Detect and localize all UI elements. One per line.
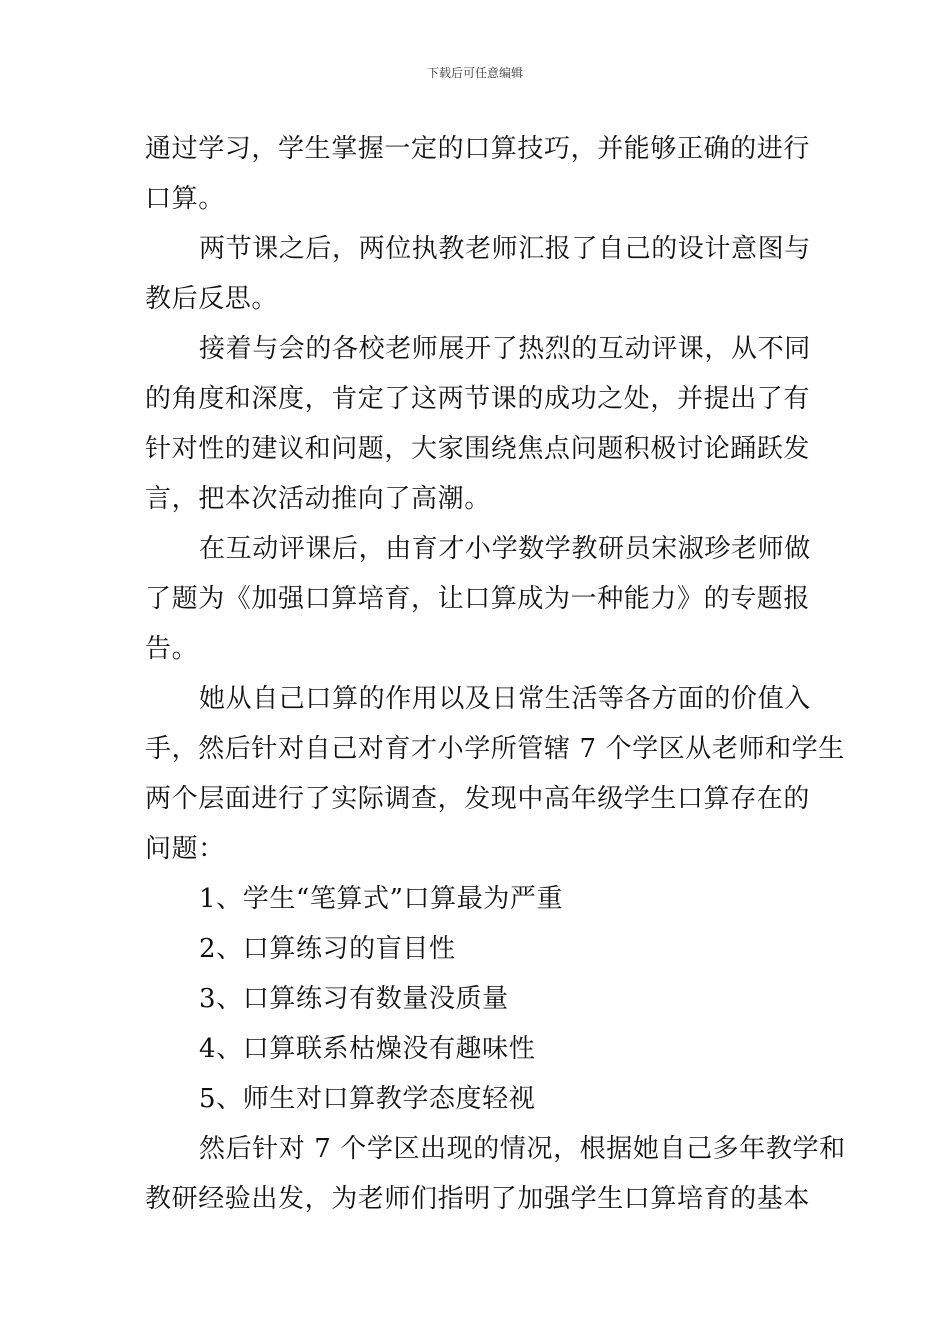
text-line: 通过学习，学生掌握一定的口算技巧，并能够正确的进行 [145,134,811,164]
text-line: 的角度和深度，肯定了这两节课的成功之处，并提出了有 [145,384,811,414]
text-line: 手，然后针对自己对育才小学所管辖 7 个学区从老师和学生 [145,734,845,764]
document-body [145,124,846,1224]
list-item: 1、学生“笔算式”口算最为严重 [199,884,564,914]
text-line: 了题为《加强口算培育，让口算成为一种能力》的专题报 [145,584,811,614]
list-item: 5、师生对口算教学态度轻视 [199,1084,536,1114]
text-line: 针对性的建议和问题，大家围绕焦点问题积极讨论踊跃发 [145,434,811,464]
text-line: 教研经验出发，为老师们指明了加强学生口算培育的基本 [145,1184,811,1214]
text-line: 问题： [145,834,225,864]
list-item: 2、口算练习的盲目性 [199,934,456,964]
text-line: 接着与会的各校老师展开了热烈的互动评课，从不同 [199,334,811,364]
list-item: 4、口算联系枯燥没有趣味性 [199,1034,536,1064]
text-line: 教后反思。 [145,284,279,314]
text-line: 言，把本次活动推向了高潮。 [145,484,491,514]
text-line: 她从自己口算的作用以及日常生活等各方面的价值入 [199,684,811,714]
text-line: 两个层面进行了实际调查，发现中高年级学生口算存在的 [145,784,811,814]
text-line: 然后针对 7 个学区出现的情况，根据她自己多年教学和 [199,1134,846,1164]
list-item: 3、口算练习有数量没质量 [199,984,509,1014]
text-line: 告。 [145,634,199,664]
page-header: 下载后可任意编辑 [426,66,523,80]
text-line: 两节课之后，两位执教老师汇报了自己的设计意图与 [199,234,811,264]
text-line: 在互动评课后，由育才小学数学教研员宋淑珍老师做 [199,534,811,564]
text-line: 口算。 [145,184,225,214]
